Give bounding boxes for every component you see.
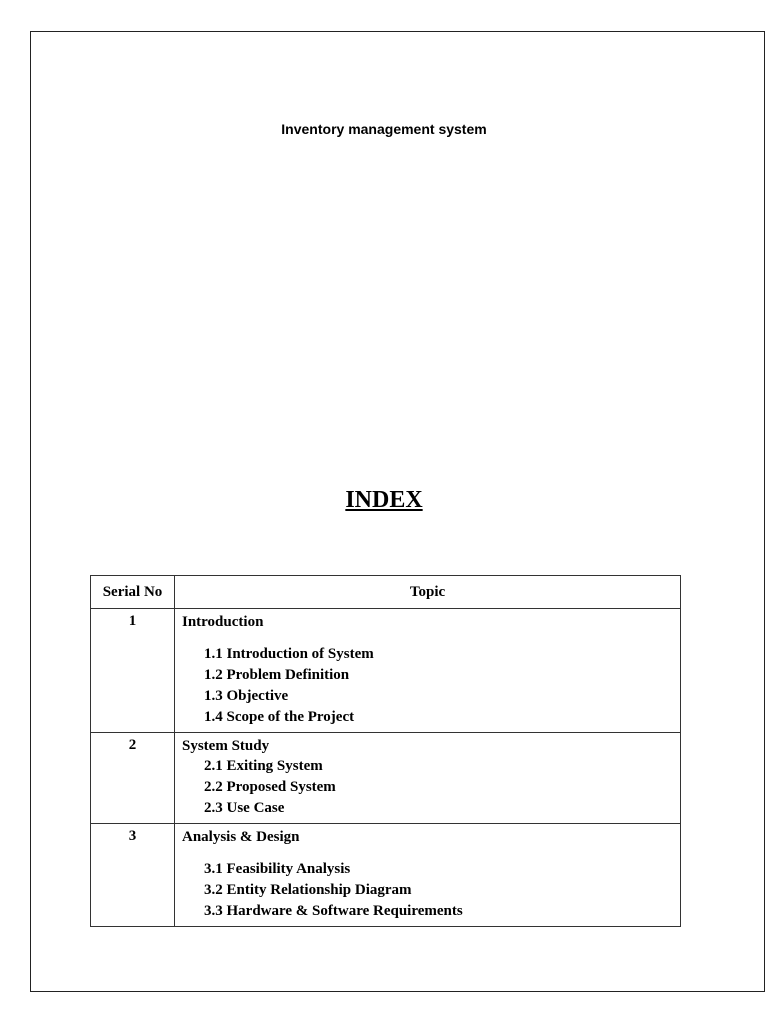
subtopic-item: 1.3 Objective <box>204 688 289 704</box>
serial-cell: 1 <box>91 609 175 733</box>
document-title: Inventory management system <box>281 121 487 137</box>
subtopic-item: 3.1 Feasibility Analysis <box>204 861 351 877</box>
topic-cell <box>175 733 681 824</box>
subtopic-list <box>182 859 680 922</box>
subtopic-item: 1.4 Scope of the Project <box>204 709 355 725</box>
table-row <box>91 609 681 733</box>
table-header-row <box>91 576 681 609</box>
subtopic-list <box>182 644 680 728</box>
column-header-serial: Serial No <box>91 576 175 609</box>
index-table <box>90 575 681 927</box>
subtopic-item: 1.1 Introduction of System <box>204 646 374 662</box>
subtopic-list <box>182 756 680 819</box>
subtopic-item: 3.2 Entity Relationship Diagram <box>204 882 412 898</box>
column-header-topic: Topic <box>175 576 681 609</box>
topic-cell <box>175 609 681 733</box>
subtopic-item: 3.3 Hardware & Software Requirements <box>204 903 463 919</box>
serial-cell: 2 <box>91 733 175 824</box>
index-heading: INDEX <box>345 487 423 513</box>
topic-cell <box>175 824 681 927</box>
section-title: Analysis & Design <box>182 829 300 845</box>
table-row <box>91 824 681 927</box>
section-title: Introduction <box>182 614 264 630</box>
subtopic-item: 1.2 Problem Definition <box>204 667 350 683</box>
serial-cell: 3 <box>91 824 175 927</box>
subtopic-item: 2.2 Proposed System <box>204 779 336 795</box>
section-title: System Study <box>182 738 270 754</box>
subtopic-item: 2.3 Use Case <box>204 800 285 816</box>
table-row <box>91 733 681 824</box>
subtopic-item: 2.1 Exiting System <box>204 758 323 774</box>
